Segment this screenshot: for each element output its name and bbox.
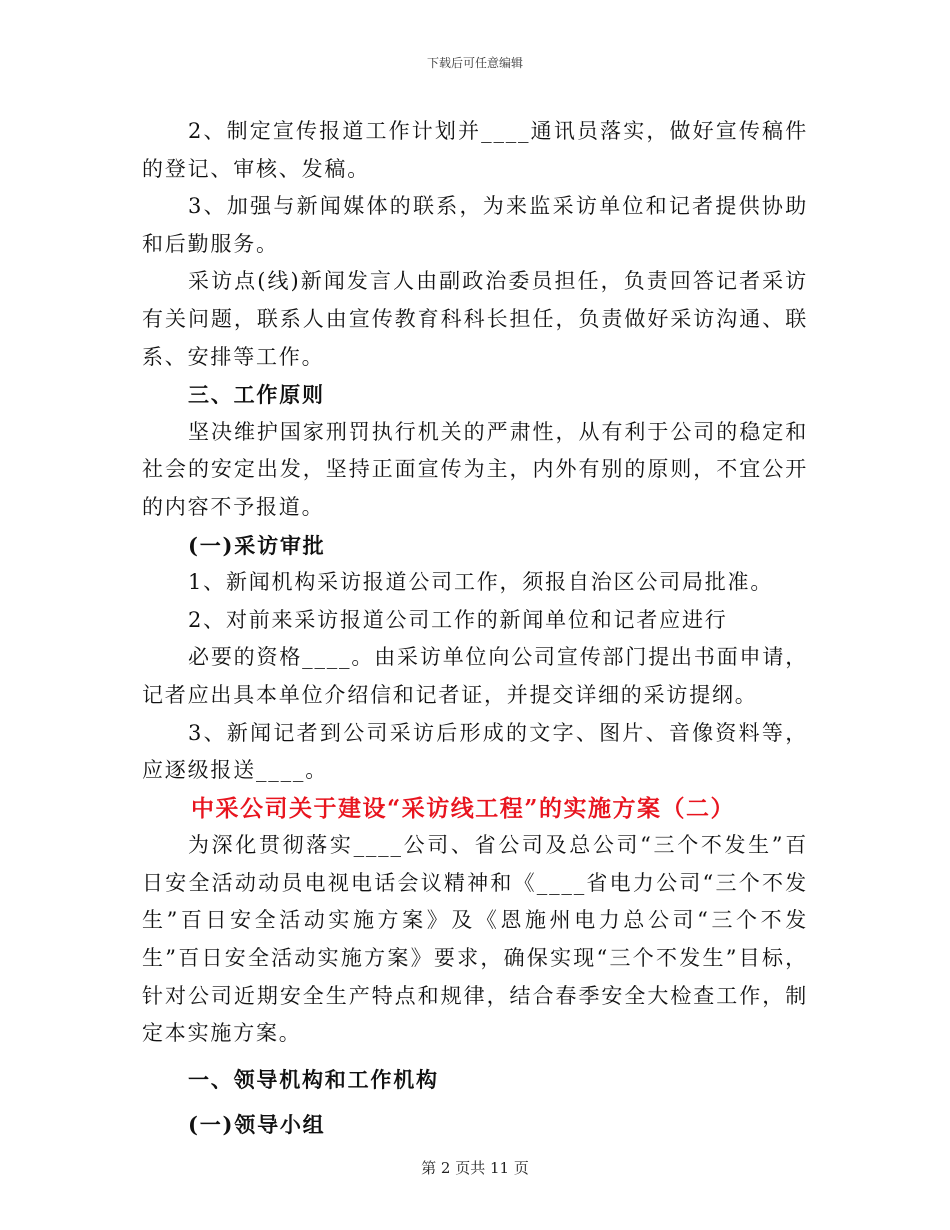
page-footer: 第 2 页共 11 页 — [421, 1159, 529, 1177]
heading-leadership-org: 一、领导机构和工作机构 — [188, 1066, 439, 1092]
paragraph-spokesperson: 采访点(线)新闻发言人由副政治委员担任，负责回答记者采访有关问题，联系人由宣传教育科科长担任，负责做好采访沟通、联系、安排等工作。 — [142, 269, 808, 369]
paragraph-approval-2: 2、对前来采访报道公司工作的新闻单位和记者应进行 — [188, 607, 728, 632]
spacer — [142, 1053, 808, 1061]
document-body — [142, 113, 808, 1144]
paragraph-approval-1: 1、新闻机构采访报道公司工作，须报自治区公司局批准。 — [188, 570, 774, 595]
paragraph-plan: 2、制定宣传报道工作计划并____通讯员落实，做好宣传稿件的登记、审核、发稿。 — [142, 119, 808, 181]
paragraph-media-contact: 3、加强与新闻媒体的联系，为来监采访单位和记者提供协助和后勤服务。 — [142, 194, 808, 256]
page-header: 下载后可任意编辑 — [426, 56, 523, 70]
spacer — [142, 1098, 808, 1106]
paragraph-approval-3: 3、新闻记者到公司采访后形成的文字、图片、音像资料等，应逐级报送____。 — [142, 720, 808, 783]
paragraph-intro: 为深化贯彻落实____公司、省公司及总公司“三个不发生”百日安全活动动员电视电话会议精神和《____省电力公司“三个不发生”百日安全活动实施方案》及《恩施州电力总公司“三个不发生”百日安全活动实施方案》要求，确保实现“三个不发生”目标，针对公司近期安全生产特点和规律，结合春季安全大检查工作，制定本实施方案。 — [142, 833, 808, 1046]
paragraph-principle: 坚决维护国家刑罚执行机关的严肃性，从有利于公司的稳定和社会的安定出发，坚持正面宣传为主，内外有别的原则，不宜公开的内容不予报道。 — [142, 419, 808, 519]
heading-work-principle: 三、工作原则 — [188, 382, 325, 408]
paragraph-qualification: 必要的资格____。由采访单位向公司宣传部门提出书面申请，记者应出具本单位介绍信和记者证，并提交详细的采访提纲。 — [142, 645, 808, 707]
section-title: 中采公司关于建设“采访线工程”的实施方案（二） — [191, 794, 735, 822]
heading-leadership-group: (一)领导小组 — [188, 1112, 326, 1138]
heading-interview-approval: (一)采访审批 — [188, 532, 326, 558]
